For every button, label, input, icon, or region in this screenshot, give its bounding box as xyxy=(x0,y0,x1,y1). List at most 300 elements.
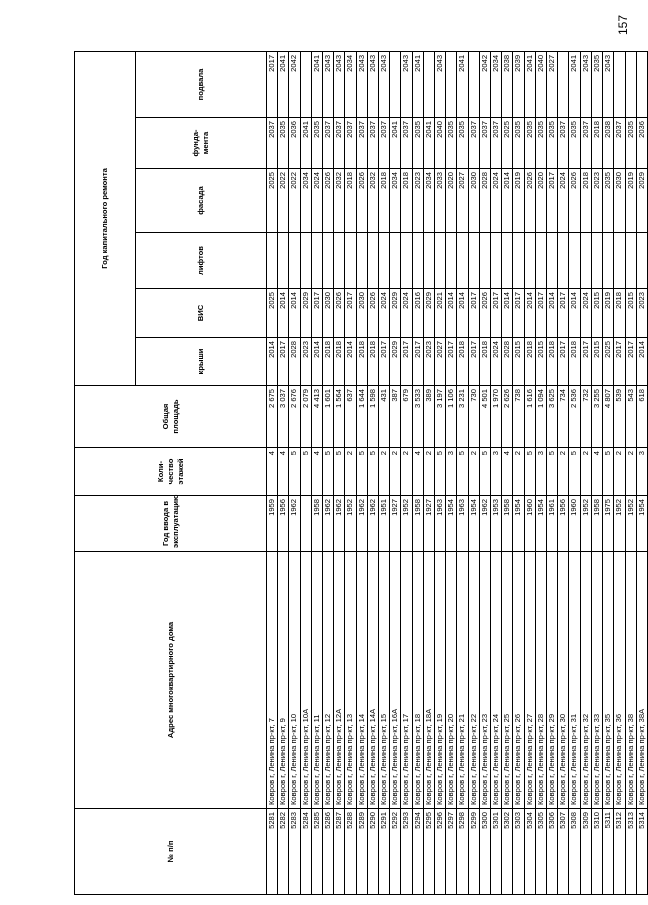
cell-roof: 2018 xyxy=(547,338,558,386)
cell-floors: 2 xyxy=(401,448,412,496)
cell-year: 1959 xyxy=(267,496,278,552)
cell-basement xyxy=(625,51,636,117)
cell-foundation: 2041 xyxy=(300,118,311,169)
cell-foundation: 2035 xyxy=(412,118,423,169)
cell-foundation: 2025 xyxy=(502,118,513,169)
cell-area: 3 255 xyxy=(591,386,602,448)
cell-area: 2 536 xyxy=(569,386,580,448)
cell-num: 5297 xyxy=(446,809,457,895)
cell-floors: 2 xyxy=(390,448,401,496)
cell-num: 5309 xyxy=(580,809,591,895)
cell-year: 1927 xyxy=(423,496,434,552)
cell-facade: 2034 xyxy=(300,169,311,233)
table-row xyxy=(591,51,602,894)
cell-address: Ковров г, Ленина пр-кт, 33 xyxy=(591,552,602,809)
cell-lifts xyxy=(479,233,490,289)
cell-basement xyxy=(614,51,625,117)
cell-lifts xyxy=(502,233,513,289)
page-number: 157 xyxy=(616,14,630,36)
cell-facade: 2022 xyxy=(278,169,289,233)
cell-address: Ковров г, Ленина пр-кт, 32 xyxy=(580,552,591,809)
cell-facade: 2025 xyxy=(267,169,278,233)
cell-foundation: 2035 xyxy=(278,118,289,169)
cell-basement: 2042 xyxy=(289,51,300,117)
header-vis: ВИС xyxy=(136,289,267,338)
cell-floors: 2 xyxy=(614,448,625,496)
cell-foundation: 2037 xyxy=(479,118,490,169)
cell-floors: 5 xyxy=(300,448,311,496)
cell-foundation: 2037 xyxy=(323,118,334,169)
cell-vis: 2023 xyxy=(636,289,647,338)
cell-num: 5313 xyxy=(625,809,636,895)
cell-foundation: 2035 xyxy=(513,118,524,169)
cell-vis: 2014 xyxy=(446,289,457,338)
cell-roof: 2023 xyxy=(300,338,311,386)
cell-vis: 2030 xyxy=(356,289,367,338)
table-row xyxy=(479,51,490,894)
cell-floors: 5 xyxy=(547,448,558,496)
cell-roof: 2018 xyxy=(334,338,345,386)
cell-basement: 2041 xyxy=(412,51,423,117)
cell-year: 1952 xyxy=(345,496,356,552)
cell-basement: 2027 xyxy=(547,51,558,117)
cell-floors: 5 xyxy=(524,448,535,496)
cell-num: 5302 xyxy=(502,809,513,895)
cell-lifts xyxy=(379,233,390,289)
cell-lifts xyxy=(636,233,647,289)
cell-roof: 2014 xyxy=(636,338,647,386)
header-year: Год ввода в эксплуатацию xyxy=(75,496,267,552)
cell-year: 1956 xyxy=(278,496,289,552)
cell-area: 1 598 xyxy=(367,386,378,448)
cell-roof: 2017 xyxy=(412,338,423,386)
table-row xyxy=(457,51,468,894)
table-row xyxy=(535,51,546,894)
cell-address: Ковров г, Ленина пр-кт, 26 xyxy=(513,552,524,809)
cell-roof: 2017 xyxy=(468,338,479,386)
cell-vis: 2015 xyxy=(625,289,636,338)
cell-address: Ковров г, Ленина пр-кт, 36 xyxy=(614,552,625,809)
cell-foundation: 2037 xyxy=(345,118,356,169)
cell-vis: 2024 xyxy=(401,289,412,338)
cell-foundation: 2041 xyxy=(390,118,401,169)
cell-lifts xyxy=(625,233,636,289)
header-foundation: фунда-мента xyxy=(136,118,267,169)
table-row xyxy=(569,51,580,894)
cell-lifts xyxy=(412,233,423,289)
cell-vis: 2014 xyxy=(547,289,558,338)
cell-facade: 2026 xyxy=(524,169,535,233)
cell-foundation: 2037 xyxy=(558,118,569,169)
table-row xyxy=(267,51,278,894)
cell-num: 5303 xyxy=(513,809,524,895)
cell-roof: 2024 xyxy=(491,338,502,386)
cell-vis: 2014 xyxy=(524,289,535,338)
table-row xyxy=(367,51,378,894)
cell-floors: 2 xyxy=(345,448,356,496)
cell-year: 1963 xyxy=(457,496,468,552)
cell-year: 1958 xyxy=(502,496,513,552)
cell-year: 1975 xyxy=(603,496,614,552)
cell-address: Ковров г, Ленина пр-кт, 25 xyxy=(502,552,513,809)
cell-foundation: 2035 xyxy=(625,118,636,169)
cell-vis: 2014 xyxy=(569,289,580,338)
cell-vis: 2029 xyxy=(390,289,401,338)
cell-area: 730 xyxy=(468,386,479,448)
cell-vis: 2019 xyxy=(603,289,614,338)
cell-foundation: 2036 xyxy=(636,118,647,169)
cell-foundation: 2041 xyxy=(423,118,434,169)
cell-lifts xyxy=(356,233,367,289)
cell-year: 1960 xyxy=(524,496,535,552)
cell-year: 1962 xyxy=(323,496,334,552)
cell-basement xyxy=(300,51,311,117)
cell-address: Ковров г, Ленина пр-кт, 22 xyxy=(468,552,479,809)
cell-vis: 2025 xyxy=(267,289,278,338)
cell-foundation: 2035 xyxy=(457,118,468,169)
table-row xyxy=(379,51,390,894)
table-row xyxy=(513,51,524,894)
cell-floors: 5 xyxy=(479,448,490,496)
cell-lifts xyxy=(300,233,311,289)
cell-foundation: 2035 xyxy=(524,118,535,169)
cell-num: 5286 xyxy=(323,809,334,895)
cell-basement: 2038 xyxy=(502,51,513,117)
cell-floors: 5 xyxy=(457,448,468,496)
table-row xyxy=(547,51,558,894)
cell-foundation: 2037 xyxy=(267,118,278,169)
cell-foundation: 2037 xyxy=(580,118,591,169)
cell-year: 1954 xyxy=(513,496,524,552)
cell-area: 2 626 xyxy=(502,386,513,448)
cell-facade: 2034 xyxy=(423,169,434,233)
cell-facade: 2018 xyxy=(379,169,390,233)
table-row xyxy=(524,51,535,894)
cell-vis: 2017 xyxy=(311,289,322,338)
cell-lifts xyxy=(446,233,457,289)
cell-vis: 2017 xyxy=(535,289,546,338)
cell-foundation: 2037 xyxy=(491,118,502,169)
cell-basement: 2017 xyxy=(267,51,278,117)
cell-vis: 2024 xyxy=(580,289,591,338)
cell-basement: 2043 xyxy=(367,51,378,117)
cell-basement xyxy=(390,51,401,117)
cell-basement: 2039 xyxy=(513,51,524,117)
cell-facade: 2018 xyxy=(580,169,591,233)
cell-roof: 2018 xyxy=(569,338,580,386)
cell-num: 5292 xyxy=(390,809,401,895)
cell-facade: 2023 xyxy=(412,169,423,233)
table-row xyxy=(446,51,457,894)
cell-year: 1961 xyxy=(547,496,558,552)
cell-vis: 2026 xyxy=(334,289,345,338)
cell-roof: 2015 xyxy=(591,338,602,386)
cell-floors: 2 xyxy=(423,448,434,496)
header-area: Общая площадь xyxy=(75,386,267,448)
cell-area: 732 xyxy=(580,386,591,448)
rotated-table-container xyxy=(74,52,646,895)
cell-year: 1952 xyxy=(401,496,412,552)
cell-address: Ковров г, Ленина пр-кт, 12 xyxy=(323,552,334,809)
cell-roof: 2018 xyxy=(356,338,367,386)
cell-num: 5294 xyxy=(412,809,423,895)
header-floors: Коли-чество этажей xyxy=(75,448,267,496)
cell-year: 1958 xyxy=(311,496,322,552)
cell-vis: 2016 xyxy=(412,289,423,338)
cell-address: Ковров г, Ленина пр-кт, 27 xyxy=(524,552,535,809)
cell-roof: 2017 xyxy=(401,338,412,386)
cell-year: 1958 xyxy=(591,496,602,552)
cell-lifts xyxy=(367,233,378,289)
cell-roof: 2014 xyxy=(345,338,356,386)
cell-lifts xyxy=(457,233,468,289)
cell-num: 5310 xyxy=(591,809,602,895)
table-row xyxy=(412,51,423,894)
cell-area: 3 231 xyxy=(457,386,468,448)
cell-basement: 2043 xyxy=(603,51,614,117)
cell-area: 3 197 xyxy=(435,386,446,448)
cell-num: 5289 xyxy=(356,809,367,895)
table-row xyxy=(345,51,356,894)
cell-roof: 2029 xyxy=(390,338,401,386)
cell-address: Ковров г, Ленина пр-кт, 16А xyxy=(390,552,401,809)
cell-basement xyxy=(558,51,569,117)
table-row xyxy=(468,51,479,894)
cell-basement: 2043 xyxy=(334,51,345,117)
cell-year: 1951 xyxy=(379,496,390,552)
cell-lifts xyxy=(390,233,401,289)
cell-num: 5308 xyxy=(569,809,580,895)
cell-floors: 2 xyxy=(379,448,390,496)
cell-foundation: 2035 xyxy=(311,118,322,169)
cell-lifts xyxy=(580,233,591,289)
cell-basement: 2043 xyxy=(356,51,367,117)
cell-area: 3 037 xyxy=(278,386,289,448)
cell-lifts xyxy=(401,233,412,289)
cell-floors: 4 xyxy=(278,448,289,496)
cell-address: Ковров г, Ленина пр-кт, 28 xyxy=(535,552,546,809)
cell-floors: 2 xyxy=(625,448,636,496)
cell-area: 1 601 xyxy=(323,386,334,448)
cell-roof: 2018 xyxy=(524,338,535,386)
cell-address: Ковров г, Ленина пр-кт, 18 xyxy=(412,552,423,809)
cell-floors: 4 xyxy=(502,448,513,496)
cell-foundation: 2035 xyxy=(535,118,546,169)
cell-roof: 2018 xyxy=(367,338,378,386)
table-row xyxy=(580,51,591,894)
cell-address: Ковров г, Ленина пр-кт, 10А xyxy=(300,552,311,809)
cell-floors: 3 xyxy=(636,448,647,496)
table-row xyxy=(401,51,412,894)
cell-facade: 2032 xyxy=(367,169,378,233)
cell-area: 1 094 xyxy=(535,386,546,448)
cell-lifts xyxy=(311,233,322,289)
cell-floors: 5 xyxy=(334,448,345,496)
cell-facade: 2024 xyxy=(491,169,502,233)
header-address: Адрес многоквартирного дома xyxy=(75,552,267,809)
cell-num: 5301 xyxy=(491,809,502,895)
cell-facade: 2020 xyxy=(535,169,546,233)
cell-floors: 4 xyxy=(591,448,602,496)
table-row xyxy=(491,51,502,894)
cell-roof: 2017 xyxy=(379,338,390,386)
cell-vis: 2026 xyxy=(367,289,378,338)
cell-facade: 2024 xyxy=(558,169,569,233)
cell-roof: 2014 xyxy=(311,338,322,386)
header-roof: крыши xyxy=(136,338,267,386)
cell-roof: 2017 xyxy=(580,338,591,386)
cell-basement: 2041 xyxy=(524,51,535,117)
cell-lifts xyxy=(334,233,345,289)
cell-area: 734 xyxy=(558,386,569,448)
cell-area: 679 xyxy=(401,386,412,448)
table-row xyxy=(502,51,513,894)
cell-basement: 2041 xyxy=(457,51,468,117)
cell-area: 1 970 xyxy=(491,386,502,448)
cell-facade: 2018 xyxy=(345,169,356,233)
cell-basement: 2035 xyxy=(591,51,602,117)
cell-lifts xyxy=(547,233,558,289)
cell-year: 1962 xyxy=(334,496,345,552)
cell-basement: 2043 xyxy=(435,51,446,117)
cell-foundation: 2035 xyxy=(547,118,558,169)
cell-address: Ковров г, Ленина пр-кт, 30 xyxy=(558,552,569,809)
cell-num: 5306 xyxy=(547,809,558,895)
cell-roof: 2028 xyxy=(289,338,300,386)
cell-address: Ковров г, Ленина пр-кт, 38 xyxy=(625,552,636,809)
cell-floors: 4 xyxy=(267,448,278,496)
cell-year: 1954 xyxy=(636,496,647,552)
cell-floors: 2 xyxy=(468,448,479,496)
cell-num: 5281 xyxy=(267,809,278,895)
cell-facade: 2023 xyxy=(591,169,602,233)
cell-year: 1954 xyxy=(535,496,546,552)
cell-floors: 5 xyxy=(367,448,378,496)
cell-area: 637 xyxy=(345,386,356,448)
header-lifts: лифтов xyxy=(136,233,267,289)
cell-address: Ковров г, Ленина пр-кт, 19 xyxy=(435,552,446,809)
cell-year xyxy=(300,496,311,552)
cell-foundation: 2037 xyxy=(614,118,625,169)
cell-address: Ковров г, Ленина пр-кт, 21 xyxy=(457,552,468,809)
cell-area: 2 675 xyxy=(267,386,278,448)
table-row xyxy=(278,51,289,894)
capital-repair-table xyxy=(74,51,648,895)
cell-facade: 2033 xyxy=(435,169,446,233)
cell-lifts xyxy=(591,233,602,289)
cell-num: 5291 xyxy=(379,809,390,895)
cell-basement xyxy=(468,51,479,117)
cell-facade: 2028 xyxy=(479,169,490,233)
cell-address: Ковров г, Ленина пр-кт, 11 xyxy=(311,552,322,809)
cell-num: 5287 xyxy=(334,809,345,895)
cell-num: 5305 xyxy=(535,809,546,895)
cell-basement: 2043 xyxy=(580,51,591,117)
cell-num: 5307 xyxy=(558,809,569,895)
cell-roof: 2027 xyxy=(435,338,446,386)
cell-foundation: 2035 xyxy=(569,118,580,169)
table-row xyxy=(435,51,446,894)
cell-vis: 2017 xyxy=(345,289,356,338)
table-row xyxy=(390,51,401,894)
cell-address: Ковров г, Ленина пр-кт, 31 xyxy=(569,552,580,809)
cell-area: 4 807 xyxy=(603,386,614,448)
table-row xyxy=(311,51,322,894)
cell-foundation: 2037 xyxy=(367,118,378,169)
cell-lifts xyxy=(569,233,580,289)
table-row xyxy=(636,51,647,894)
cell-facade: 2026 xyxy=(356,169,367,233)
cell-foundation: 2037 xyxy=(468,118,479,169)
header-num: № п/п xyxy=(75,809,267,895)
cell-lifts xyxy=(491,233,502,289)
cell-floors: 4 xyxy=(311,448,322,496)
header-basement: подвала xyxy=(136,51,267,117)
cell-lifts xyxy=(468,233,479,289)
cell-facade: 2030 xyxy=(614,169,625,233)
cell-facade: 2024 xyxy=(311,169,322,233)
header-repair-group: Год капитального ремонта xyxy=(75,51,136,385)
cell-facade: 2018 xyxy=(401,169,412,233)
cell-address: Ковров г, Ленина пр-кт, 14А xyxy=(367,552,378,809)
cell-vis: 2026 xyxy=(479,289,490,338)
cell-address: Ковров г, Ленина пр-кт, 13 xyxy=(345,552,356,809)
cell-lifts xyxy=(614,233,625,289)
cell-facade: 2034 xyxy=(390,169,401,233)
cell-basement: 2043 xyxy=(323,51,334,117)
cell-lifts xyxy=(603,233,614,289)
cell-basement: 2040 xyxy=(535,51,546,117)
cell-year: 1960 xyxy=(569,496,580,552)
cell-year: 1962 xyxy=(289,496,300,552)
table-row xyxy=(323,51,334,894)
cell-vis: 2014 xyxy=(289,289,300,338)
cell-lifts xyxy=(345,233,356,289)
cell-facade: 2026 xyxy=(323,169,334,233)
table-row xyxy=(356,51,367,894)
cell-roof: 2023 xyxy=(423,338,434,386)
cell-address: Ковров г, Ленина пр-кт, 18А xyxy=(423,552,434,809)
cell-vis: 2014 xyxy=(278,289,289,338)
cell-basement: 2034 xyxy=(345,51,356,117)
cell-num: 5298 xyxy=(457,809,468,895)
cell-address: Ковров г, Ленина пр-кт, 14 xyxy=(356,552,367,809)
cell-area: 4 413 xyxy=(311,386,322,448)
cell-foundation: 2037 xyxy=(379,118,390,169)
cell-basement xyxy=(636,51,647,117)
cell-num: 5288 xyxy=(345,809,356,895)
cell-facade: 2035 xyxy=(603,169,614,233)
cell-year: 1952 xyxy=(625,496,636,552)
cell-vis: 2021 xyxy=(435,289,446,338)
cell-year: 1962 xyxy=(367,496,378,552)
cell-address: Ковров г, Ленина пр-кт, 10 xyxy=(289,552,300,809)
cell-facade: 2019 xyxy=(513,169,524,233)
cell-facade: 2014 xyxy=(502,169,513,233)
cell-foundation: 2036 xyxy=(289,118,300,169)
cell-roof: 2018 xyxy=(479,338,490,386)
cell-vis: 2017 xyxy=(491,289,502,338)
cell-floors: 2 xyxy=(580,448,591,496)
cell-lifts xyxy=(535,233,546,289)
cell-num: 5282 xyxy=(278,809,289,895)
table-body xyxy=(267,51,648,894)
cell-area: 3 533 xyxy=(412,386,423,448)
cell-num: 5312 xyxy=(614,809,625,895)
cell-lifts xyxy=(435,233,446,289)
cell-basement: 2043 xyxy=(401,51,412,117)
cell-vis: 2024 xyxy=(379,289,390,338)
